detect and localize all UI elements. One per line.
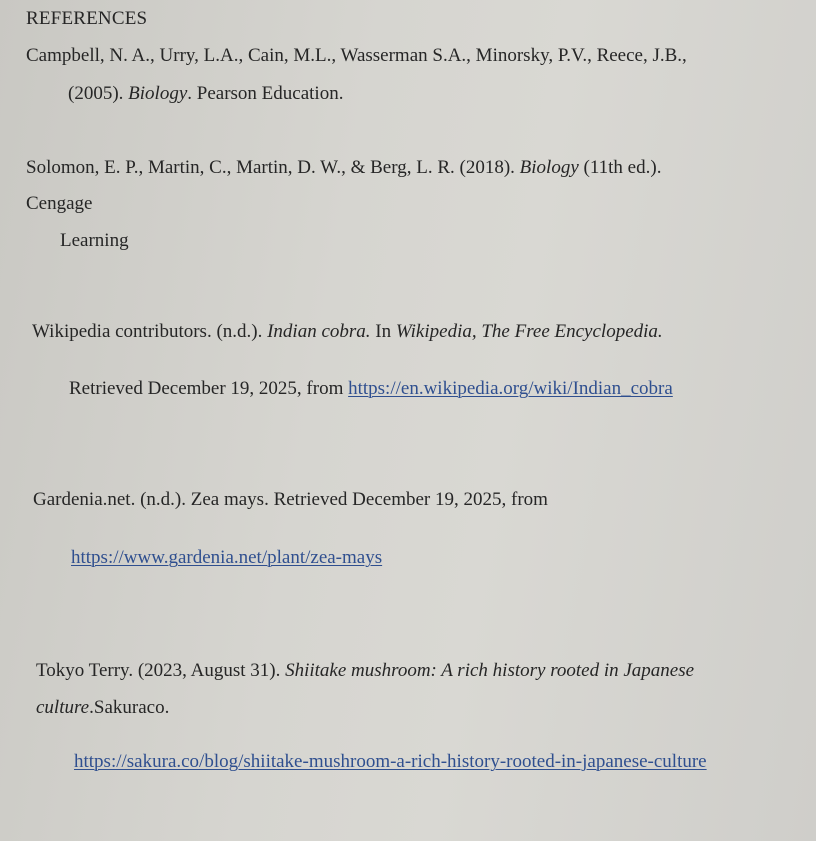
reference-1-line-1 <box>26 44 687 68</box>
reference-2-publisher-a: Cengage <box>26 193 93 214</box>
reference-4-text: Gardenia.net. (n.d.). Zea mays. Retrieved December 19, 2025, from <box>33 489 548 510</box>
reference-3-line-1 <box>32 320 663 344</box>
reference-3-authors: Wikipedia contributors. (n.d.). <box>32 321 263 342</box>
reference-1-year: (2005). <box>68 83 124 104</box>
reference-3-title: Indian cobra. <box>267 321 371 342</box>
reference-2-edition: (11th ed.). <box>578 157 662 178</box>
reference-5-authors: Tokyo Terry. (2023, August 31). <box>36 660 281 681</box>
reference-5-line-1 <box>36 659 694 683</box>
reference-3-in: In <box>370 321 396 342</box>
reference-3-url-link[interactable]: https://en.wikipedia.org/wiki/Indian_cobra <box>348 378 673 399</box>
reference-1-authors: Campbell, N. A., Urry, L.A., Cain, M.L., Wasserman S.A., Minorsky, P.V., Reece, J.B., <box>26 45 687 66</box>
reference-3-source: Wikipedia, The Free Encyclopedia. <box>395 321 663 342</box>
reference-3-line-2 <box>69 377 673 401</box>
reference-5-title-a: Shiitake mushroom: A rich history rooted in Japanese <box>285 660 695 681</box>
reference-5-title-b: culture <box>36 697 90 718</box>
reference-5-url-link[interactable]: https://sakura.co/blog/shiitake-mushroom-a-rich-history-rooted-in-japanese-culture <box>74 751 707 772</box>
reference-2-title: Biology <box>519 157 579 178</box>
reference-2-publisher-b: Learning <box>60 230 129 251</box>
reference-1-line-2 <box>68 82 343 106</box>
reference-1-publisher: . Pearson Education. <box>187 83 344 104</box>
reference-2-line-1 <box>26 156 661 180</box>
reference-4-url-link[interactable]: https://www.gardenia.net/plant/zea-mays <box>71 547 383 568</box>
reference-3-retrieved: Retrieved December 19, 2025, from <box>69 378 349 399</box>
reference-5-publisher: .Sakuraco. <box>89 697 170 718</box>
reference-2-authors: Solomon, E. P., Martin, C., Martin, D. W., & Berg, L. R. (2018). <box>26 157 515 178</box>
references-heading: REFERENCES <box>26 8 148 29</box>
reference-1-title: Biology <box>128 83 188 104</box>
reference-5-line-2 <box>36 696 169 720</box>
